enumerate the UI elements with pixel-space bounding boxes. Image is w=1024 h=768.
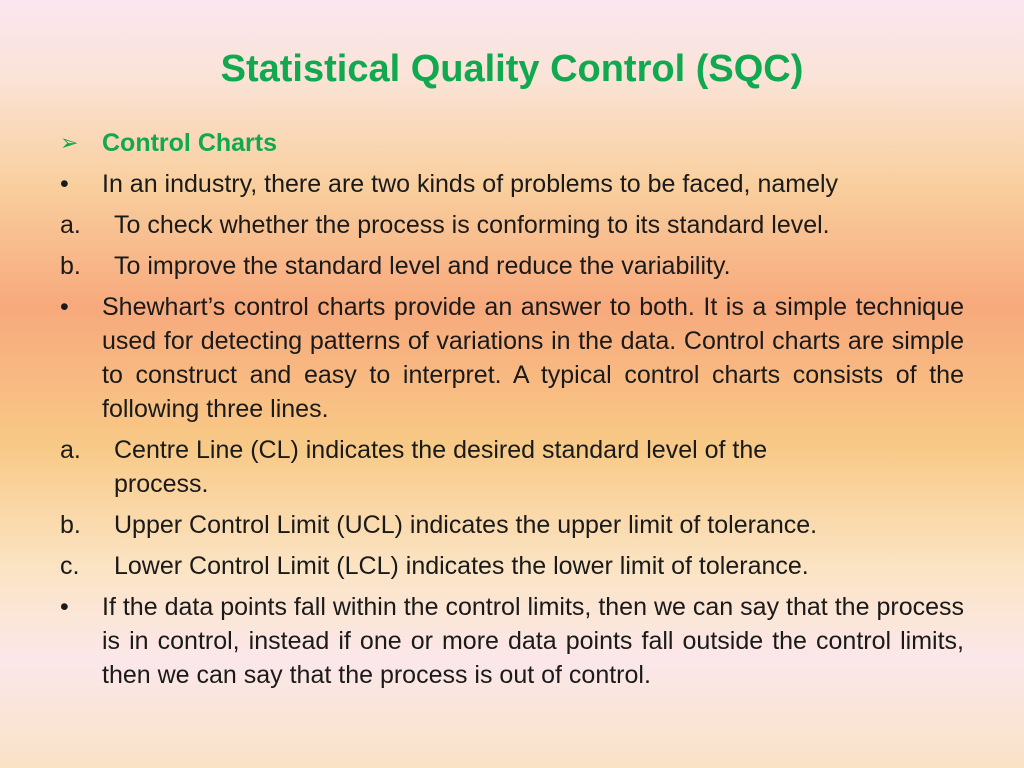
- section-heading-text: Control Charts: [102, 129, 277, 157]
- bullet-marker: •: [60, 170, 69, 198]
- list-item: [58, 167, 964, 201]
- slide-content: [58, 126, 964, 699]
- letter-marker: c.: [60, 552, 80, 580]
- list-item-text: If the data points fall within the control limits, then we can say that the process is in control, instead if one or more data points fall outside the control limits, then we can say that the process is out of control.: [102, 593, 964, 689]
- list-item: [58, 433, 964, 501]
- bullet-marker: •: [60, 293, 69, 321]
- letter-marker: a.: [60, 436, 81, 464]
- list-item: [58, 208, 964, 242]
- letter-marker: b.: [60, 511, 81, 539]
- list-item-text: Shewhart’s control charts provide an answer to both. It is a simple technique used for detecting patterns of variations in the data. Control charts are simple to construct and easy to interpret. A typical control charts consists of the following three lines.: [102, 293, 964, 423]
- section-heading: [58, 126, 964, 160]
- letter-marker: b.: [60, 252, 81, 280]
- letter-marker: a.: [60, 211, 81, 239]
- slide-title: Statistical Quality Control (SQC): [220, 48, 804, 90]
- list-item: [58, 290, 964, 426]
- list-item: [58, 249, 964, 283]
- arrow-bullet-icon: ➢: [60, 130, 79, 155]
- list-item-text: Upper Control Limit (UCL) indicates the upper limit of tolerance.: [114, 511, 818, 539]
- list-item-text: Lower Control Limit (LCL) indicates the lower limit of tolerance.: [114, 552, 809, 580]
- list-item: [58, 508, 964, 542]
- list-item: [58, 549, 964, 583]
- list-item-text: To check whether the process is conforming to its standard level.: [114, 211, 830, 239]
- list-item-text: In an industry, there are two kinds of problems to be faced, namely: [102, 170, 839, 198]
- list-item: [58, 590, 964, 692]
- list-item-text: Centre Line (CL) indicates the desired standard level of the process.: [114, 436, 768, 498]
- list-item-text: To improve the standard level and reduce the variability.: [114, 252, 731, 280]
- bullet-marker: •: [60, 593, 69, 621]
